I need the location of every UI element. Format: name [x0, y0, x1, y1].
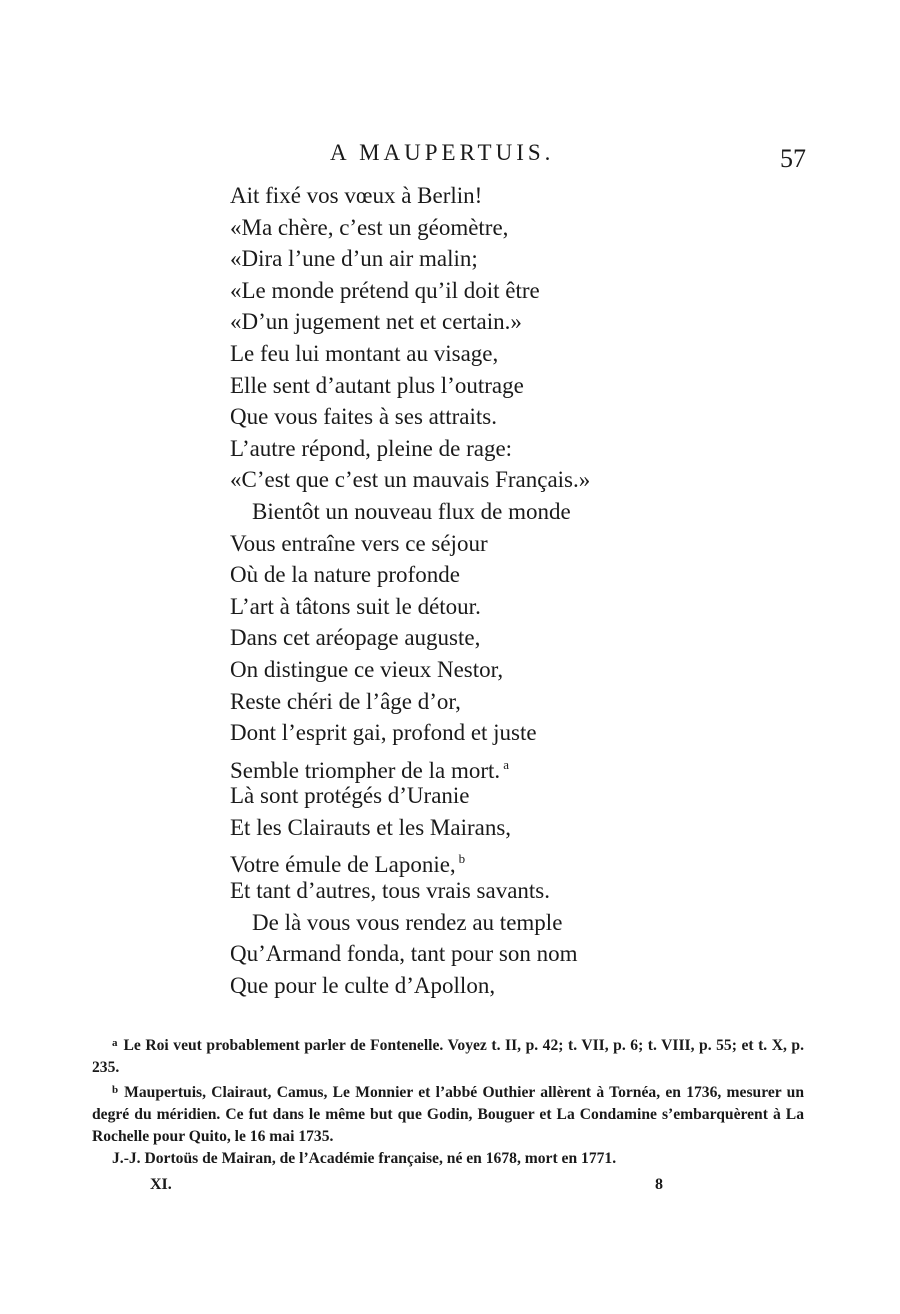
verse-line: Dont l’esprit gai, profond et juste: [230, 720, 537, 746]
verse-line: «D’un jugement net et certain.»: [230, 309, 522, 335]
verse-line: «Ma chère, c’est un géomètre,: [230, 214, 509, 240]
verse-line: Reste chéri de l’âge d’or,: [230, 688, 461, 714]
footnote-text: Maupertuis, Clairaut, Camus, Le Monnier et l’abbé Outhier allèrent à Tornéa, en 1736, mesurer un degré du méridien. Ce fut dans le même but que Godin, Bouguer et La Condamine s’embarquèrent à La Rochelle pour Quito, le 16 mai 1735.: [92, 1084, 804, 1145]
footnote: [92, 1079, 804, 1148]
verse-line: «C’est que c’est un mauvais Français.»: [230, 467, 591, 493]
verse-line: Dans cet aréopage auguste,: [230, 625, 481, 651]
signature-line: [0, 1176, 900, 1200]
running-head: [0, 140, 900, 172]
verse-line-with-note: [230, 749, 790, 781]
verse-text: Votre émule de Laponie,: [230, 852, 456, 878]
footnote-reference: a: [503, 756, 509, 772]
verse-line: L’art à tâtons suit le détour.: [230, 593, 481, 619]
verse-line: Elle sent d’autant plus l’outrage: [230, 372, 524, 398]
verse-line: Que vous faites à ses attraits.: [230, 404, 497, 430]
verse-line: Qu’Armand fonda, tant pour son nom: [230, 941, 578, 967]
verse-line: Et les Clairauts et les Mairans,: [230, 814, 512, 840]
running-title: A MAUPERTUIS.: [330, 140, 555, 165]
footnote: [92, 1148, 804, 1170]
verse-text: Semble triompher de la mort.: [230, 757, 501, 783]
sheet-signature: 8: [655, 1176, 663, 1193]
footnote-reference: b: [458, 851, 466, 867]
verse-line: L’autre répond, pleine de rage:: [230, 435, 513, 461]
footnote-text: J.-J. Dortoüs de Mairan, de l’Académie française, né en 1678, mort en 1771.: [112, 1150, 617, 1167]
footnote-text: Le Roi veut probablement parler de Fontenelle. Voyez t. II, p. 42; t. VII, p. 6; t. VIII, p. 55; et t. X, p. 235.: [92, 1037, 804, 1076]
poem: [230, 180, 790, 1001]
verse-line: On distingue ce vieux Nestor,: [230, 656, 504, 682]
verse-line: De là vous vous rendez au temple: [252, 909, 563, 935]
verse-line: Et tant d’autres, tous vrais savants.: [230, 878, 551, 904]
verse-line-with-note: [230, 843, 790, 878]
footnote-mark: b: [112, 1084, 119, 1096]
verse-line: «Dira l’une d’un air malin;: [230, 246, 478, 272]
footnote: [92, 1032, 804, 1079]
verse-line: Que pour le culte d’Apollon,: [230, 972, 496, 998]
page-number: 57: [780, 144, 806, 173]
verse-line: Vous entraîne vers ce séjour: [230, 530, 488, 556]
verse-line: Où de la nature profonde: [230, 562, 460, 588]
verse-line: «Le monde prétend qu’il doit être: [230, 277, 540, 303]
verse-line: Le feu lui montant au visage,: [230, 340, 499, 366]
footnotes: [92, 1032, 804, 1170]
volume-signature: XI.: [150, 1176, 172, 1193]
verse-line: Ait fixé vos vœux à Berlin!: [230, 183, 483, 208]
footnote-mark: a: [112, 1037, 118, 1049]
verse-line: Là sont protégés d’Uranie: [230, 783, 470, 809]
verse-line: Bientôt un nouveau flux de monde: [252, 498, 571, 524]
